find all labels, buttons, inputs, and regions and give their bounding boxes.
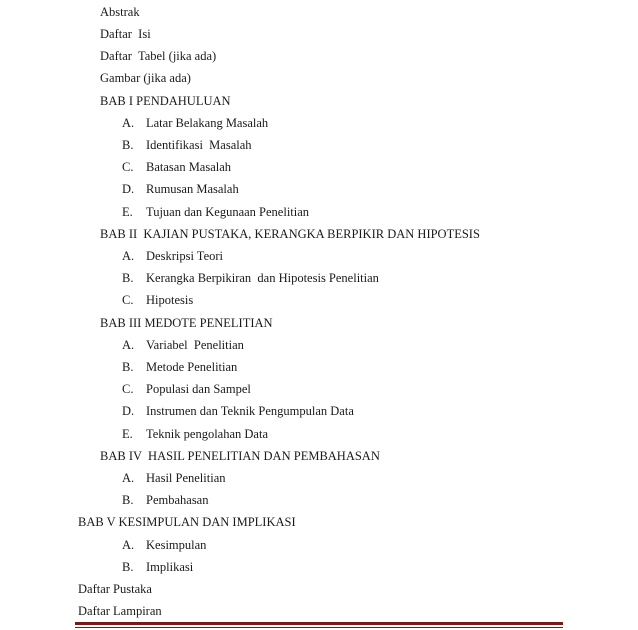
toc-subitem	[122, 426, 268, 442]
subitem-text: Rumusan Masalah	[146, 182, 239, 196]
subitem-letter: E.	[122, 427, 133, 441]
toc-subitem	[122, 492, 208, 508]
subitem-letter: B.	[122, 138, 134, 152]
subitem-text: Variabel Penelitian	[146, 338, 244, 352]
toc-entry-daftar-pustaka: Daftar Pustaka	[78, 582, 152, 596]
subitem-letter: E.	[122, 205, 133, 219]
chapter-heading-bab-5: BAB V KESIMPULAN DAN IMPLIKASI	[78, 515, 296, 529]
subitem-letter: C.	[122, 293, 134, 307]
subitem-text: Pembahasan	[146, 493, 209, 507]
subitem-text: Tujuan dan Kegunaan Penelitian	[146, 205, 310, 219]
toc-subitem	[122, 248, 223, 264]
toc-subitem	[122, 381, 251, 397]
subitem-letter: A.	[122, 249, 135, 263]
subitem-letter: A.	[122, 116, 135, 130]
subitem-text: Populasi dan Sampel	[146, 382, 251, 396]
toc-subitem	[122, 115, 268, 131]
subitem-letter: D.	[122, 404, 135, 418]
toc-subitem	[122, 204, 309, 220]
toc-entry-abstrak: Abstrak	[100, 5, 140, 19]
toc-subitem	[122, 181, 239, 197]
subitem-text: Hasil Penelitian	[146, 471, 226, 485]
subitem-letter: B.	[122, 271, 134, 285]
subitem-text: Kesimpulan	[146, 538, 207, 552]
toc-subitem	[122, 470, 226, 486]
subitem-text: Teknik pengolahan Data	[146, 427, 268, 441]
toc-subitem	[122, 292, 193, 308]
toc-subitem	[122, 537, 206, 553]
subitem-letter: A.	[122, 538, 135, 552]
chapter-heading-bab-4: BAB IV HASIL PENELITIAN DAN PEMBAHASAN	[100, 449, 380, 463]
subitem-letter: A.	[122, 338, 135, 352]
subitem-text: Implikasi	[146, 560, 194, 574]
toc-subitem	[122, 359, 237, 375]
subitem-text: Latar Belakang Masalah	[146, 116, 269, 130]
toc-subitem	[122, 403, 354, 419]
subitem-letter: C.	[122, 382, 134, 396]
subitem-text: Identifikasi Masalah	[146, 138, 252, 152]
toc-subitem	[122, 337, 244, 353]
chapter-heading-bab-1: BAB I PENDAHULUAN	[100, 94, 231, 108]
subitem-text: Instrumen dan Teknik Pengumpulan Data	[146, 404, 354, 418]
subitem-text: Batasan Masalah	[146, 160, 232, 174]
chapter-heading-bab-2: BAB II KAJIAN PUSTAKA, KERANGKA BERPIKIR DAN HIPOTESIS	[100, 227, 480, 241]
chapter-heading-bab-3: BAB III MEDOTE PENELITIAN	[100, 316, 273, 330]
subitem-text: Deskripsi Teori	[146, 249, 224, 263]
subitem-letter: B.	[122, 493, 134, 507]
subitem-letter: B.	[122, 360, 134, 374]
toc-subitem	[122, 137, 252, 153]
footer-rule-thin	[75, 627, 563, 628]
subitem-text: Hipotesis	[146, 293, 194, 307]
toc-entry-daftar-isi: Daftar Isi	[100, 27, 151, 41]
toc-subitem	[122, 159, 231, 175]
subitem-text: Kerangka Berpikiran dan Hipotesis Penelitian	[146, 271, 379, 285]
toc-entry-daftar-lampiran: Daftar Lampiran	[78, 604, 162, 618]
toc-subitem	[122, 559, 193, 575]
subitem-letter: B.	[122, 560, 134, 574]
subitem-letter: C.	[122, 160, 134, 174]
toc-entry-gambar: Gambar (jika ada)	[100, 71, 191, 85]
subitem-text: Metode Penelitian	[146, 360, 238, 374]
subitem-letter: D.	[122, 182, 135, 196]
footer-rule-thick	[75, 622, 563, 625]
toc-subitem	[122, 270, 379, 286]
subitem-letter: A.	[122, 471, 135, 485]
toc-entry-daftar-tabel: Daftar Tabel (jika ada)	[100, 49, 217, 63]
